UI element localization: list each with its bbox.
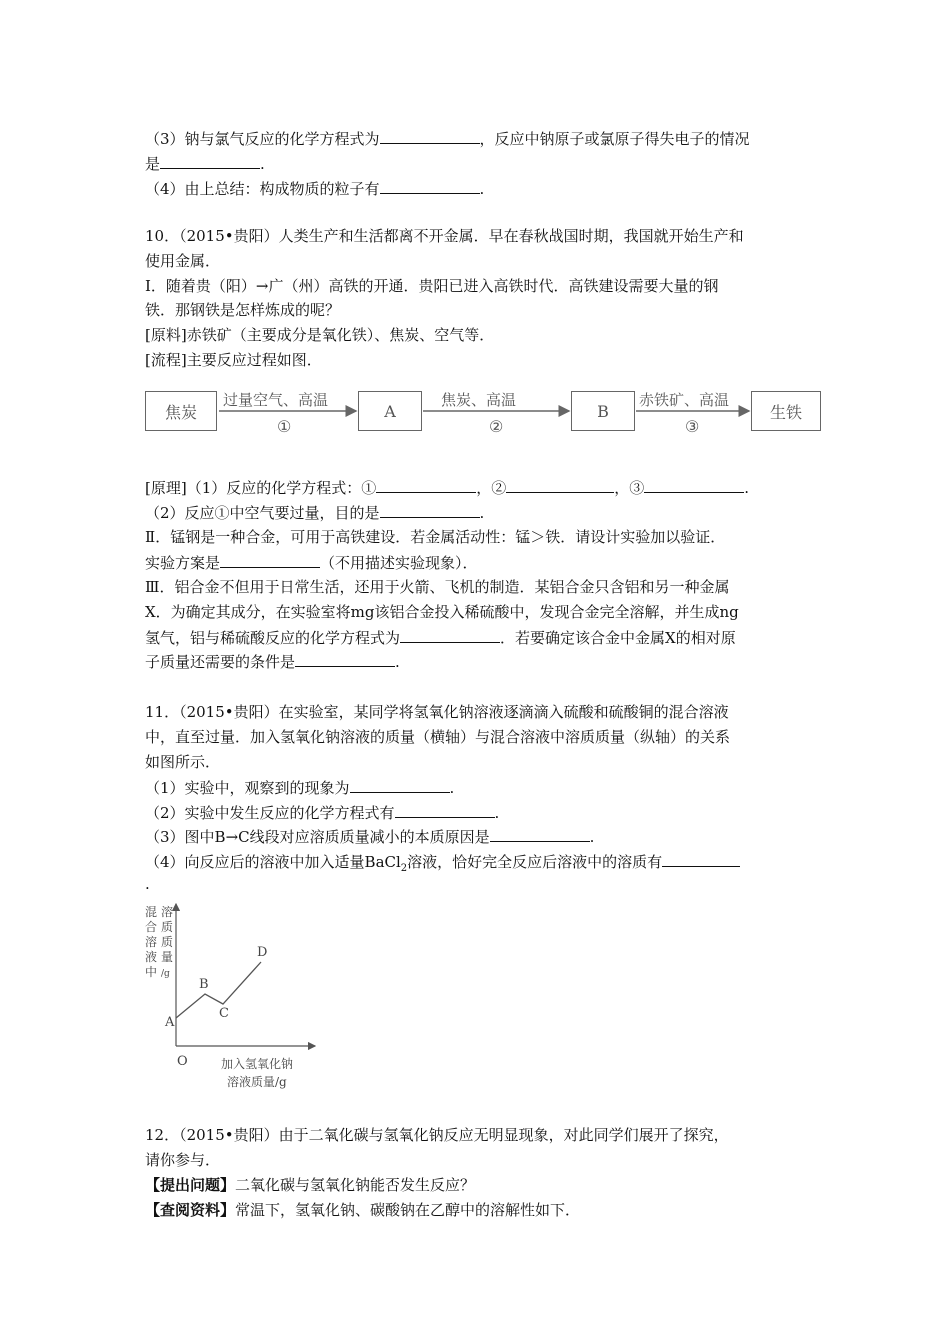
answer-blank[interactable] (490, 826, 590, 842)
q10-part3-line4: 子质量还需要的条件是 . (145, 653, 400, 671)
flow-box-b: B (571, 391, 635, 431)
flow-box-a: A (358, 391, 422, 431)
answer-blank[interactable] (376, 477, 476, 493)
q11-part4-line1: （4）向反应后的溶液中加入适量BaCl$_2$溶液，恰好完全反应后溶液中的溶质有 (145, 851, 740, 879)
q10-stem-line1: 10．（2015•贵阳）人类生产和生活都离不开金属．早在春秋战国时期，我国就开始生产和 (145, 227, 744, 245)
y-label-2: 合 (145, 920, 158, 934)
arrow3-label: 赤铁矿、高温 (639, 391, 730, 409)
arrow1-label: 过量空气、高温 (223, 391, 329, 409)
q11-part2: （2）实验中发生反应的化学方程式有 . (145, 804, 500, 822)
step3-label: ③ (685, 417, 700, 436)
y-label-4: 液 (145, 950, 158, 964)
y-label-8: 质 (161, 935, 174, 949)
graph-svg (143, 898, 323, 1098)
step2-label: ② (489, 417, 504, 436)
q11-part1: （1）实验中，观察到的现象为 . (145, 779, 455, 797)
q10-part3-line2: X．为确定其成分，在实验室将mg该铝合金投入稀硫酸中，发现合金完全溶解，并生成ng (145, 603, 739, 621)
q11-stem-line3: 如图所示． (145, 753, 221, 771)
answer-blank[interactable] (380, 178, 480, 194)
q11-stem-line2: 中，直至过量．加入氢氧化钠溶液的质量（横轴）与混合溶液中溶质质量（纵轴）的关系 (145, 728, 731, 746)
q10-part1-line2: 铁．那钢铁是怎样炼成的呢？ (145, 301, 341, 319)
answer-blank[interactable] (380, 502, 480, 518)
q10-part3-line3: 氢气，铝与稀硫酸反应的化学方程式为 ．若要确定该合金中金属X的相对原 (145, 629, 736, 647)
q10-part3-line1: Ⅲ．铝合金不但用于日常生活，还用于火箭、飞机的制造．某铝合金只含铝和另一种金属 (145, 578, 730, 596)
answer-blank[interactable] (350, 777, 450, 793)
x-label-2: 溶液质量/g (227, 1075, 287, 1089)
point-d-label: D (257, 945, 268, 960)
q10-process: [流程]主要反应过程如图． (145, 351, 322, 369)
q10-part2-line2: 实验方案是 （不用描述实验现象）． (145, 554, 478, 572)
flow-diagram (145, 387, 825, 443)
y-label-1: 混 (145, 905, 158, 919)
y-label-5: 中 (145, 965, 158, 979)
q10-part1-line1: Ⅰ．随着贵（阳）→广（州）高铁的开通．贵阳已进入高铁时代．高铁建设需要大量的钢 (145, 277, 719, 295)
q11-part4-line2: . (145, 875, 150, 893)
arrow2-label: 焦炭、高温 (441, 391, 517, 409)
answer-blank[interactable] (220, 552, 320, 568)
flow-box-coke: 焦炭 (145, 391, 217, 431)
y-label-9: 量 (161, 950, 174, 964)
answer-blank[interactable] (662, 851, 740, 867)
answer-blank[interactable] (295, 651, 395, 667)
y-label-3: 溶 (145, 935, 158, 949)
answer-blank[interactable] (644, 477, 744, 493)
q12-stem-line1: 12．（2015•贵阳）由于二氧化碳与氢氧化钠反应无明显现象，对此同学们展开了探究， (145, 1126, 729, 1144)
x-label-1: 加入氢氧化钠 (221, 1057, 294, 1071)
y-label-7: 质 (161, 920, 174, 934)
solute-mass-graph (143, 898, 323, 1098)
q12-question: 【提出问题】二氧化碳与氢氧化钠能否发生反应？ (145, 1176, 476, 1194)
point-c-label: C (219, 1006, 229, 1021)
answer-blank[interactable] (400, 627, 500, 643)
q11-part3: （3）图中B→C线段对应溶质质量减小的本质原因是 . (145, 828, 595, 846)
origin-label: O (177, 1054, 188, 1069)
q10-materials: [原料]赤铁矿（主要成分是氧化铁）、焦炭、空气等． (145, 326, 495, 344)
q12-reference: 【查阅资料】常温下，氢氧化钠、碳酸钠在乙醇中的溶解性如下． (145, 1201, 581, 1219)
q10-principle-2: （2）反应①中空气要过量，目的是 . (145, 504, 485, 522)
answer-blank[interactable] (506, 477, 614, 493)
y-label-6: 溶 (161, 905, 174, 919)
y-label-10: /g (161, 969, 170, 979)
flow-box-pig-iron: 生铁 (751, 391, 821, 431)
answer-blank[interactable] (380, 128, 480, 144)
q9-part3-line1: （3）钠与氯气反应的化学方程式为 ，反应中钠原子或氯原子得失电子的情况 (145, 130, 750, 148)
q9-part4: （4）由上总结：构成物质的粒子有 . (145, 180, 485, 198)
point-b-label: B (199, 977, 209, 992)
q10-principle-1: [原理]（1）反应的化学方程式：① ，② ，③ . (145, 479, 750, 497)
q10-stem-line2: 使用金属． (145, 252, 221, 270)
q11-stem-line1: 11．（2015•贵阳）在实验室，某同学将氢氧化钠溶液逐滴滴入硫酸和硫酸铜的混合溶液 (145, 703, 729, 721)
point-a-label: A (165, 1015, 175, 1030)
q9-part3-line2: 是 . (145, 155, 265, 173)
q10-part2-line1: Ⅱ．锰钢是一种合金，可用于高铁建设．若金属活动性：锰＞铁．请设计实验加以验证． (145, 528, 726, 546)
answer-blank[interactable] (395, 802, 495, 818)
q12-stem-line2: 请你参与． (145, 1151, 221, 1169)
step1-label: ① (277, 417, 292, 436)
answer-blank[interactable] (160, 153, 260, 169)
